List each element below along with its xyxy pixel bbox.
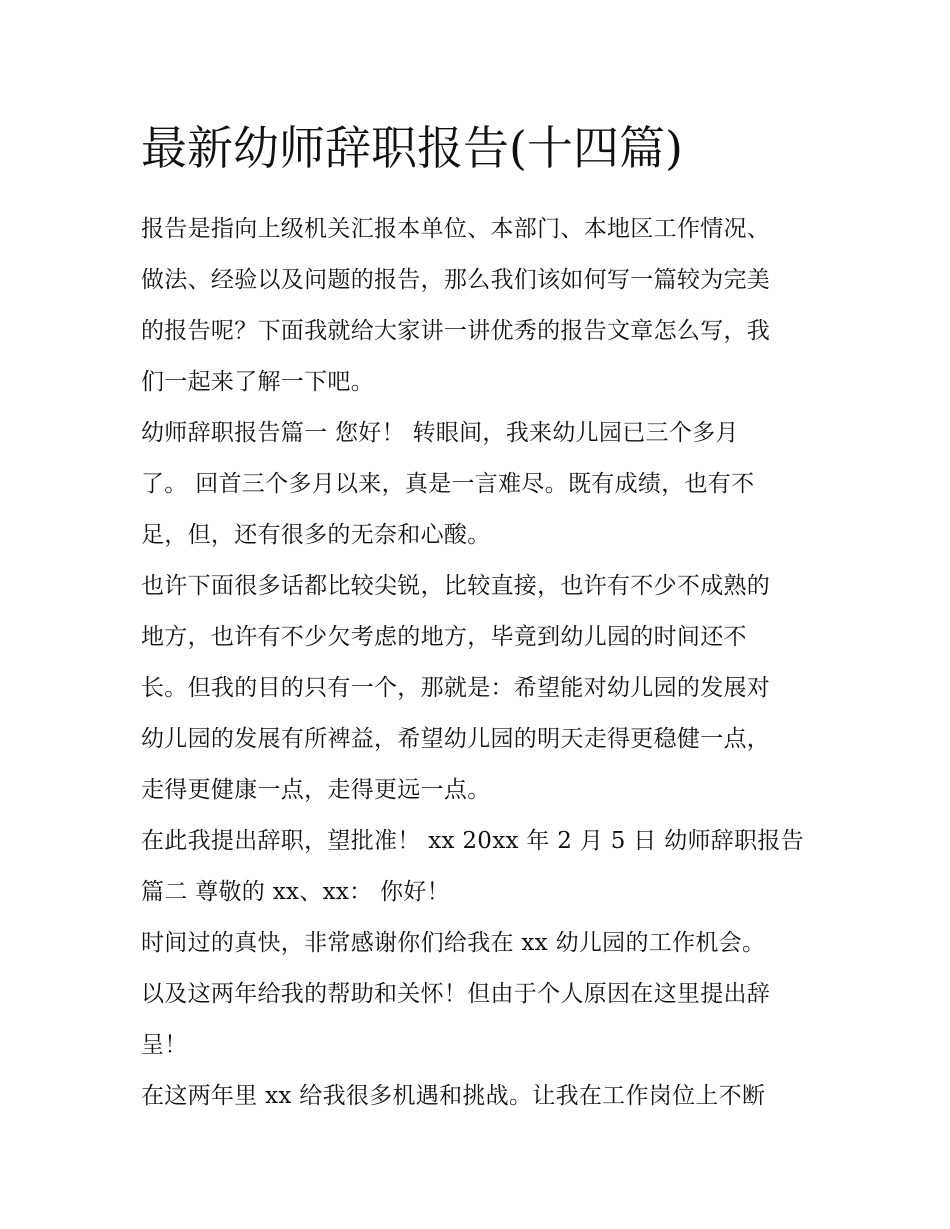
paragraph-report-one-opening (141, 408, 821, 561)
paragraph-line: 幼师辞职报告篇一 您好！ 转眼间，我来幼儿园已三个多月 (141, 420, 739, 446)
paragraph-line: 走得更健康一点，走得更远一点。 (141, 777, 491, 803)
paragraph-intro (141, 204, 821, 408)
paragraph-report-two-opening (141, 816, 821, 918)
paragraph-line: 长。但我的目的只有一个，那就是：希望能对幼儿园的发展对 (141, 675, 771, 701)
paragraph-report-two-thanks (141, 918, 821, 1071)
paragraph-line: 在这两年里 xx 给我很多机遇和挑战。让我在工作岗位上不断 (141, 1083, 766, 1109)
paragraph-line: 幼儿园的发展有所裨益，希望幼儿园的明天走得更稳健一点， (141, 726, 771, 752)
paragraph-line: 的报告呢？下面我就给大家讲一讲优秀的报告文章怎么写，我 (141, 318, 771, 344)
document-title: 最新幼师辞职报告(十四篇) (141, 121, 683, 175)
document-content (141, 112, 821, 1122)
paragraph-line: 们一起来了解一下吧。 (141, 369, 374, 395)
paragraph-line: 篇二 尊敬的 xx、xx： 你好！ (141, 879, 450, 905)
paragraph-line: 足，但，还有很多的无奈和心酸。 (141, 522, 491, 548)
paragraph-line: 时间过的真快，非常感谢你们给我在 xx 幼儿园的工作机会。 (141, 930, 766, 956)
paragraph-line: 做法、经验以及问题的报告，那么我们该如何写一篇较为完美 (141, 267, 771, 293)
paragraph-line: 报告是指向上级机关汇报本单位、本部门、本地区工作情况、 (141, 216, 771, 242)
paragraph-line: 也许下面很多话都比较尖锐，比较直接，也许有不少不成熟的 (141, 573, 771, 599)
paragraph-line: 了。 回首三个多月以来，真是一言难尽。既有成绩，也有不 (141, 471, 755, 497)
paragraph-line: 呈！ (141, 1032, 188, 1058)
paragraph-line: 以及这两年给我的帮助和关怀！但由于个人原因在这里提出辞 (141, 981, 771, 1007)
paragraph-line: 在此我提出辞职，望批准！ xx 20xx 年 2 月 5 日 幼师辞职报告 (141, 828, 805, 854)
paragraph-line: 地方，也许有不少欠考虑的地方，毕竟到幼儿园的时间还不 (141, 624, 747, 650)
paragraph-report-two-continuation (141, 1071, 821, 1122)
paragraph-report-one-body (141, 561, 821, 816)
